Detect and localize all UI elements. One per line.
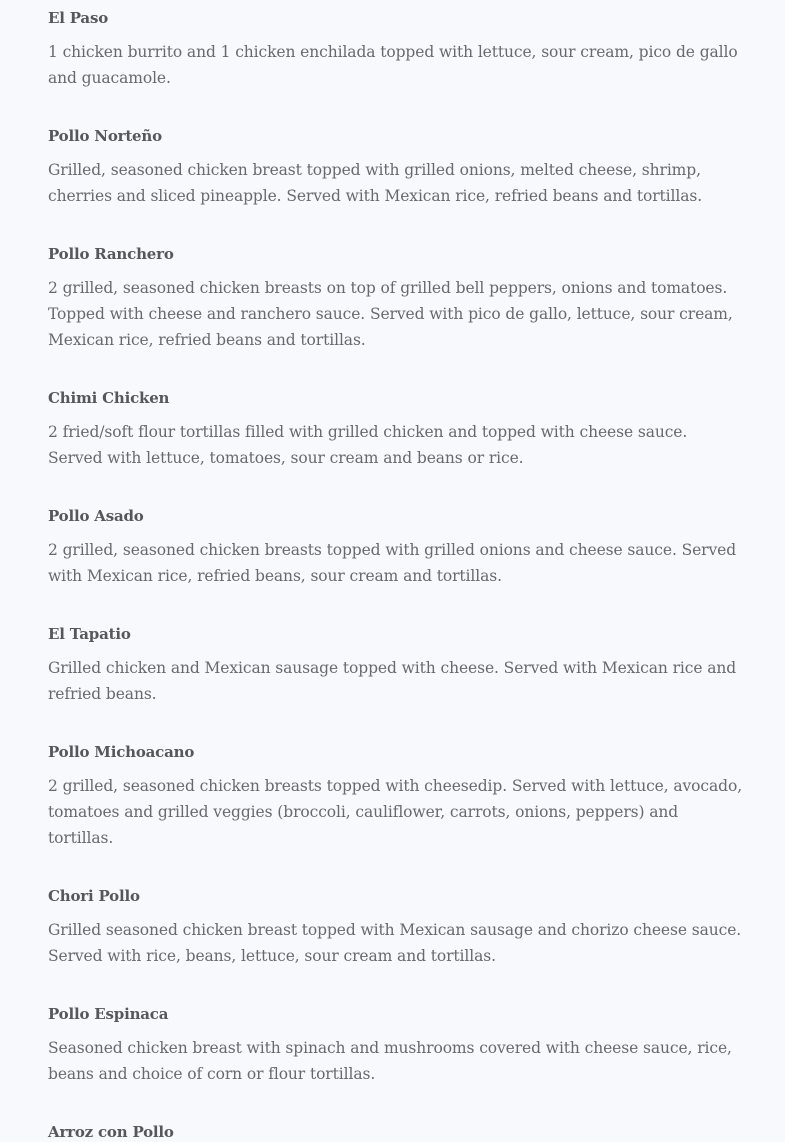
- menu-item-arroz-con-pollo: [48, 1114, 745, 1142]
- menu-item-pollo-norteno: [48, 118, 745, 236]
- menu-item-name: Pollo Norteño: [48, 127, 162, 145]
- menu-item-pollo-asado: [48, 498, 745, 616]
- menu-item-description: 2 grilled, seasoned chicken breasts on top of grilled bell peppers, onions and tomatoes. Topped with cheese and ranchero sauce. Served with pico de gallo, lettuce, sour cream, Mexican rice, refried beans and tortillas.: [48, 279, 733, 349]
- menu-item-description: 2 grilled, seasoned chicken breasts topped with grilled onions and cheese sauce. Served with Mexican rice, refried beans, sour cream and tortillas.: [48, 541, 737, 585]
- menu-item-el-paso: [48, 0, 745, 118]
- menu-item-pollo-espinaca: [48, 996, 745, 1114]
- menu-item-el-tapatio: [48, 616, 745, 734]
- menu-item-name: Arroz con Pollo: [48, 1123, 174, 1141]
- menu-item-name: Pollo Espinaca: [48, 1005, 169, 1023]
- menu-item-description: Grilled seasoned chicken breast topped with Mexican sausage and chorizo cheese sauce. Served with rice, beans, lettuce, sour cream and tortillas.: [48, 921, 742, 965]
- menu-item-description: Grilled, seasoned chicken breast topped with grilled onions, melted cheese, shrimp, cherries and sliced pineapple. Served with Mexican rice, refried beans and tortillas.: [48, 161, 703, 205]
- menu-item-name: Pollo Asado: [48, 507, 144, 525]
- menu-item-name: Chori Pollo: [48, 887, 140, 905]
- menu-item-description: 1 chicken burrito and 1 chicken enchilada topped with lettuce, sour cream, pico de gallo and guacamole.: [48, 43, 738, 87]
- menu-item-chimi-chicken: [48, 380, 745, 498]
- menu-item-chori-pollo: [48, 878, 745, 996]
- menu-item-description: 2 fried/soft flour tortillas filled with grilled chicken and topped with cheese sauce. Served with lettuce, tomatoes, sour cream and beans or rice.: [48, 423, 688, 467]
- menu-item-description: 2 grilled, seasoned chicken breasts topped with cheesedip. Served with lettuce, avocado, tomatoes and grilled veggies (broccoli, cauliflower, carrots, onions, peppers) and tortillas.: [48, 777, 743, 847]
- menu-item-name: Pollo Michoacano: [48, 743, 195, 761]
- menu-item-description: Seasoned chicken breast with spinach and mushrooms covered with cheese sauce, rice, beans and choice of corn or flour tortillas.: [48, 1039, 732, 1083]
- menu-item-name: Chimi Chicken: [48, 389, 170, 407]
- menu-item-name: El Paso: [48, 9, 108, 27]
- menu-item-description: Grilled chicken and Mexican sausage topped with cheese. Served with Mexican rice and refried beans.: [48, 659, 737, 703]
- menu-item-name: Pollo Ranchero: [48, 245, 174, 263]
- menu-item-pollo-michoacano: [48, 734, 745, 878]
- menu-item-name: El Tapatio: [48, 625, 131, 643]
- menu-item-pollo-ranchero: [48, 236, 745, 380]
